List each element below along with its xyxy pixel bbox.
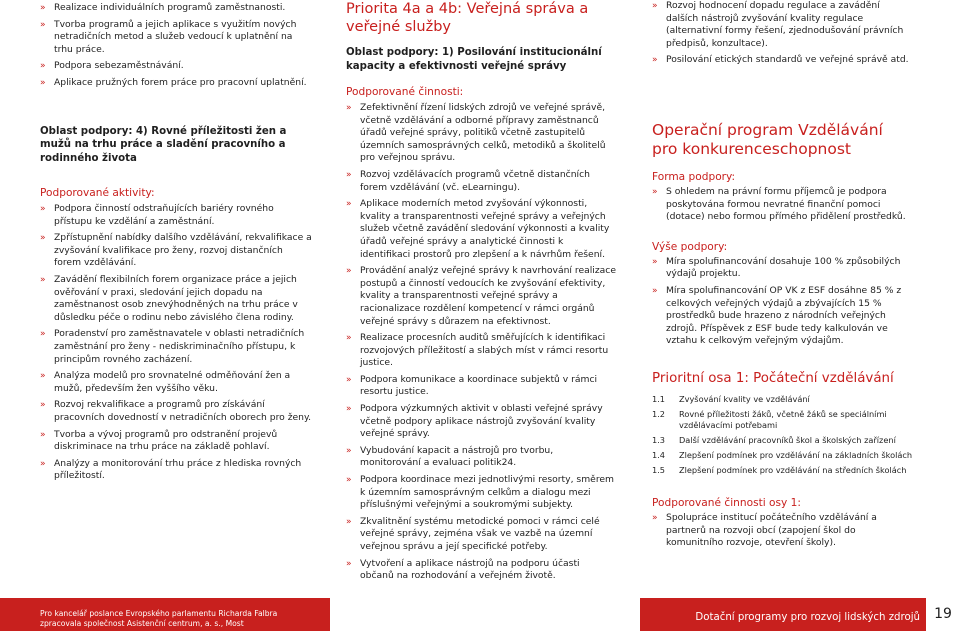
list-item: » Vybudování kapacit a nástrojů pro tvorbu, monitorování a evaluaci politik24. xyxy=(346,445,616,470)
list-item: » Realizace individuálních programů zaměstnanosti. xyxy=(40,2,312,15)
item-number: 1.3 xyxy=(652,434,666,445)
page-number: 19 xyxy=(926,598,960,631)
vyse-list xyxy=(652,256,914,348)
op-title-line-1: Operační program Vzdělávání xyxy=(652,120,883,139)
list-item: » Zavádění flexibilních forem organizace práce a jejich ověřování v praxi, sledování jejich dopadu na zaměstnanost osob znevýhodněných na trhu práce v důsledku péče o rodinu nebo závislého člena rodiny. xyxy=(40,274,312,324)
list-item: » S ohledem na právní formu příjemců je podpora poskytována formou nevratné finanční pomoci (dotace) nebo formou přímého přidělení prostředků. xyxy=(652,186,914,224)
list-item: » Míra spolufinancování dosahuje 100 % způsobilých výdajů projektu. xyxy=(652,256,914,281)
list-item: » Rozvoj rekvalifikace a programů pro získávání pracovních dovedností v netradičních oborech pro ženy. xyxy=(40,399,312,424)
vyse-heading: Výše podpory: xyxy=(652,240,728,253)
priority-4-title: Priorita 4a a 4b: Veřejná správa a veřejné služby xyxy=(346,1,589,35)
list-item xyxy=(652,465,914,476)
list-item: » Podpora činností odstraňujících bariéry rovného přístupu ke vzdělání a zaměstnání. xyxy=(40,203,312,228)
item-number: 1.2 xyxy=(652,408,666,419)
list-item: » Rozvoj hodnocení dopadu regulace a zavádění dalších nástrojů zvyšování kvality regulace (alternativní formy řešení, zjednodušování právních předpisů, konzultace). xyxy=(652,0,914,50)
osa-1-title: Prioritní osa 1: Počáteční vzdělávání xyxy=(652,370,894,386)
footer-publication-title: Dotační programy pro rozvoj lidských zdrojů xyxy=(695,612,920,623)
list-item: » Zkvalitnění systému metodické pomoci v rámci celé veřejné správy, zejména však ve vazbě na územní veřejnou správu a její specifické potřeby. xyxy=(346,516,616,554)
list-item: » Rozvoj vzdělávacích programů včetně distančních forem vzdělávání (vč. eLearningu). xyxy=(346,169,616,194)
list-item: » Poradenství pro zaměstnavatele v oblasti netradičních zaměstnání pro ženy - nediskriminačního přístupu, k principům rovného zacházení. xyxy=(40,328,312,366)
footer-credit-line-1: Pro kancelář poslance Evropského parlamentu Richarda Falbra xyxy=(40,609,278,618)
list-item: » Tvorba programů a jejich aplikace s využitím nových netradičních metod a služeb vedoucí k uplatnění na trhu práce. xyxy=(40,19,312,57)
list-item: » Míra spolufinancování OP VK z ESF dosáhne 85 % z celkových veřejných výdajů a zbývajících 15 % prostředků bude hrazeno z národních veřejných zdrojů. Příspěvek z ESF bude tedy kalkulován ve vztahu k celkovým veřejným výdajům. xyxy=(652,285,914,348)
op-title-line-2: pro konkurenceschopnost xyxy=(652,139,851,158)
item-text: Zlepšení podmínek pro vzdělávání na základních školách xyxy=(679,449,913,460)
item-text: Rovné příležitosti žáků, včetně žáků se speciálními vzdělávacími potřebami xyxy=(679,408,887,430)
list-item xyxy=(652,450,914,461)
item-number: 1.1 xyxy=(652,393,666,404)
item-text: Další vzdělávání pracovníků škol a školských zařízení xyxy=(679,434,896,445)
aktivity-heading: Podporované aktivity: xyxy=(40,187,155,200)
list-item: » Podpora výzkumných aktivit v oblasti veřejné správy včetně podpory aplikace nástrojů zvyšování kvality veřejné správy. xyxy=(346,403,616,441)
list-item xyxy=(652,394,914,405)
aktivity-list xyxy=(40,203,312,483)
item-text: Zlepšení podmínek pro vzdělávání na středních školách xyxy=(679,464,907,475)
list-item: » Aplikace moderních metod zvyšování výkonnosti, kvality a transparentnosti veřejné správy a veřejných služeb včetně zavádění sledování výkonnosti a kvality úřadů veřejné správy a analytické činnosti k identifikaci prostorů pro zlepšení a k návrhům řešení. xyxy=(346,198,616,261)
list-item: » Zpřístupnění nabídky dalšího vzdělávání, rekvalifikace a zvyšování kvalifikace pro ženy, rozvoj distančních forem vzdělávání. xyxy=(40,232,312,270)
list-item: » Vytvoření a aplikace nástrojů na podporu účasti občanů na rozhodování a veřejném životě. xyxy=(346,558,616,583)
list-item: » Provádění analýz veřejné správy k navrhování realizace postupů a činností vedoucích ke zvyšování efektivity, kvality a transparentnosti veřejné správy a racionalizace rozdělení kompetencí v rámci orgánů veřejné správy s důrazem na efektivnost. xyxy=(346,265,616,328)
osa-cinnosti-list xyxy=(652,512,914,550)
list-item: » Analýzy a monitorování trhu práce z hlediska rovných příležitostí. xyxy=(40,458,312,483)
list-item xyxy=(652,435,914,446)
list-item: » Zefektivnění řízení lidských zdrojů ve veřejné správě, včetně vzdělávání a odborné přípravy zaměstnanců úřadů veřejné správy, politiků včetně zastupitelů územních samosprávných celků, metodiků a školitelů pro veřejnou správu. xyxy=(346,102,616,165)
column-left xyxy=(40,0,312,487)
forma-heading: Forma podpory: xyxy=(652,170,736,183)
op-vk-title xyxy=(652,121,914,159)
osa-cinnosti-heading: Podporované činnosti osy 1: xyxy=(652,496,801,509)
column-right xyxy=(652,0,914,554)
cinnosti-list xyxy=(346,102,616,583)
list-item: » Aplikace pružných forem práce pro pracovní uplatnění. xyxy=(40,77,312,90)
list-item: » Realizace procesních auditů směřujících k identifikaci rozvojových příležitostí a slabých míst v rámci resortu justice. xyxy=(346,332,616,370)
item-text: Zvyšování kvality ve vzdělávání xyxy=(679,393,810,404)
item-number: 1.4 xyxy=(652,449,666,460)
list-item: » Podpora komunikace a koordinace subjektů v rámci resortu justice. xyxy=(346,374,616,399)
oblast-podpory-1-title: Oblast podpory: 1) Posilování institucionální kapacity a efektivnosti veřejné správy xyxy=(346,47,602,72)
osa-1-areas-list xyxy=(652,394,914,476)
list-item xyxy=(652,409,914,431)
footer-credit-line-2: zpracovala společnost Asistenční centrum, a. s., Most xyxy=(40,619,244,628)
forma-list xyxy=(652,186,914,224)
intro-bullet-list xyxy=(40,2,312,90)
column-middle xyxy=(346,0,616,587)
list-item: » Tvorba a vývoj programů pro odstranění projevů diskriminace na trhu práce na základě pohlaví. xyxy=(40,429,312,454)
footer-credit xyxy=(40,609,277,629)
list-item: » Podpora sebezaměstnávání. xyxy=(40,60,312,73)
intro-bullet-list xyxy=(652,0,914,67)
item-number: 1.5 xyxy=(652,464,666,475)
cinnosti-heading: Podporované činnosti: xyxy=(346,86,464,98)
oblast-podpory-4-title: Oblast podpory: 4) Rovné příležitosti žen a mužů na trhu práce a sladění pracovního a rodinného života xyxy=(40,125,287,164)
list-item: » Spolupráce institucí počátečního vzdělávání a partnerů na rozvoji obcí (zapojení škol do komunitního rozvoje, otevření školy). xyxy=(652,512,914,550)
list-item: » Posilování etických standardů ve veřejné správě atd. xyxy=(652,54,914,67)
list-item: » Analýza modelů pro srovnatelné odměňování žen a mužů, především žen vyššího věku. xyxy=(40,370,312,395)
list-item: » Podpora koordinace mezi jednotlivými resorty, směrem k územním samosprávným celkům a dialogu mezi příslušnými veřejnými a soukromými subjekty. xyxy=(346,474,616,512)
